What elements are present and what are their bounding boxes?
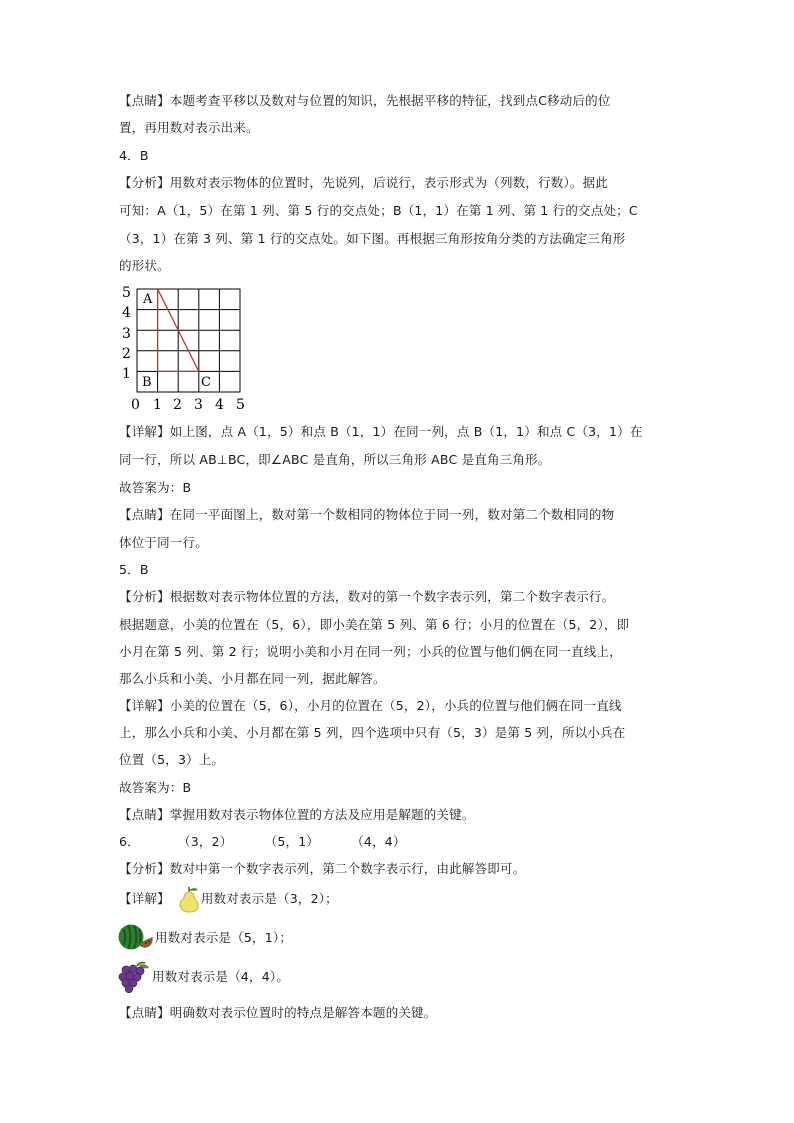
- point-a-label: A: [143, 292, 153, 307]
- text-line: 【点睛】明确数对表示位置时的特点是解答本题的关键。: [119, 1005, 437, 1020]
- text-line: 【点睛】本题考查平移以及数对与位置的知识，先根据平移的特征，找到点C移动后的位: [119, 93, 611, 108]
- text-line: 同一行，所以 AB⊥BC，即∠ABC 是直角，所以三角形 ABC 是直角三角形。: [119, 452, 551, 467]
- text-line: 根据题意，小美的位置在（5，6），即小美在第 5 列、第 6 行；小月的位置在（5，2），即: [119, 617, 630, 632]
- text-line: 的形状。: [119, 258, 170, 273]
- x-tick-label: 2: [173, 397, 182, 413]
- pear-icon: [174, 884, 204, 914]
- detail-text: 用数对表示是（3，2）；: [200, 891, 338, 906]
- text-line: 那么小兵和小美、小月都在同一列，据此解答。: [119, 671, 386, 686]
- text-line: 【详解】小美的位置在（5，6），小月的位置在（5，2），小兵的位置与他们俩在同一直线: [119, 698, 622, 713]
- y-tick-label: 4: [122, 305, 131, 321]
- text-line: 故答案为：B: [119, 480, 192, 495]
- text-line: 小月在第 5 列、第 2 行；说明小美和小月在同一列；小兵的位置与他们俩在同一直线上，: [119, 644, 622, 659]
- coordinate-grid: [117, 282, 257, 414]
- x-tick-label: 1: [153, 397, 162, 413]
- text-line: 用数对表示是（4，4）。: [152, 969, 290, 984]
- text-line: 【详解】如上图，点 A（1，5）和点 B（1，1）在同一列，点 B（1，1）和点 C（3，1）在: [119, 424, 643, 439]
- text-line: 上，那么小兵和小美、小月都在第 5 列，四个选项中只有（5，3）是第 5 列，所以小兵在: [119, 725, 626, 740]
- y-tick-label: 2: [122, 346, 131, 362]
- answer-watermelon: （5，1）: [264, 834, 320, 849]
- grid-lines: [137, 289, 240, 392]
- text-line: 用数对表示是（5，1）；: [155, 930, 293, 945]
- answer-6: [119, 834, 679, 850]
- text-line: 【分析】数对中第一个数字表示列，第二个数字表示行，由此解答即可。: [119, 861, 526, 876]
- text-line: 位置（5，3）上。: [119, 752, 225, 767]
- question-number: 6．: [119, 834, 140, 849]
- x-tick-label: 4: [215, 397, 224, 413]
- y-tick-label: 5: [122, 285, 131, 301]
- text-line: 【分析】用数对表示物体的位置时，先说列，后说行，表示形式为（列数，行数）。据此: [119, 175, 609, 190]
- answer-grapes: （4，4）: [351, 834, 406, 849]
- x-tick-label: 0: [131, 397, 140, 413]
- answer-pear: （3，2）: [178, 834, 233, 849]
- detail-label: 【详解】: [119, 891, 170, 906]
- answer-4: 4．B: [119, 148, 149, 163]
- text-line: 【点睛】掌握用数对表示物体位置的方法及应用是解题的关键。: [119, 807, 475, 822]
- x-tick-label: 3: [194, 397, 203, 413]
- y-tick-label: 3: [122, 326, 131, 342]
- watermelon-icon: [117, 922, 153, 952]
- text-line: 故答案为：B: [119, 780, 192, 795]
- y-tick-label: 1: [122, 366, 131, 382]
- text-line: 体位于同一行。: [119, 535, 208, 550]
- point-c-label: C: [201, 375, 211, 390]
- text-line: 置，再用数对表示出来。: [119, 120, 259, 135]
- text-line: 可知：A（1，5）在第 1 列、第 5 行的交点处；B（1，1）在第 1 列、第 1 行的交点处；C: [119, 203, 638, 218]
- x-tick-label: 5: [236, 397, 245, 413]
- point-b-label: B: [142, 375, 152, 390]
- text-line: 【分析】根据数对表示物体位置的方法，数对的第一个数字表示列，第二个数字表示行。: [119, 589, 615, 604]
- answer-5: 5．B: [119, 562, 149, 577]
- text-line: 【点睛】在同一平面图上，数对第一个数相同的物体位于同一列，数对第二个数相同的物: [119, 507, 615, 522]
- grapes-icon: [117, 960, 151, 994]
- coordinate-grid-figure: [117, 282, 257, 414]
- text-line: （3，1）在第 3 列、第 1 行的交点处。如下图。再根据三角形按角分类的方法确定三角形: [119, 231, 626, 246]
